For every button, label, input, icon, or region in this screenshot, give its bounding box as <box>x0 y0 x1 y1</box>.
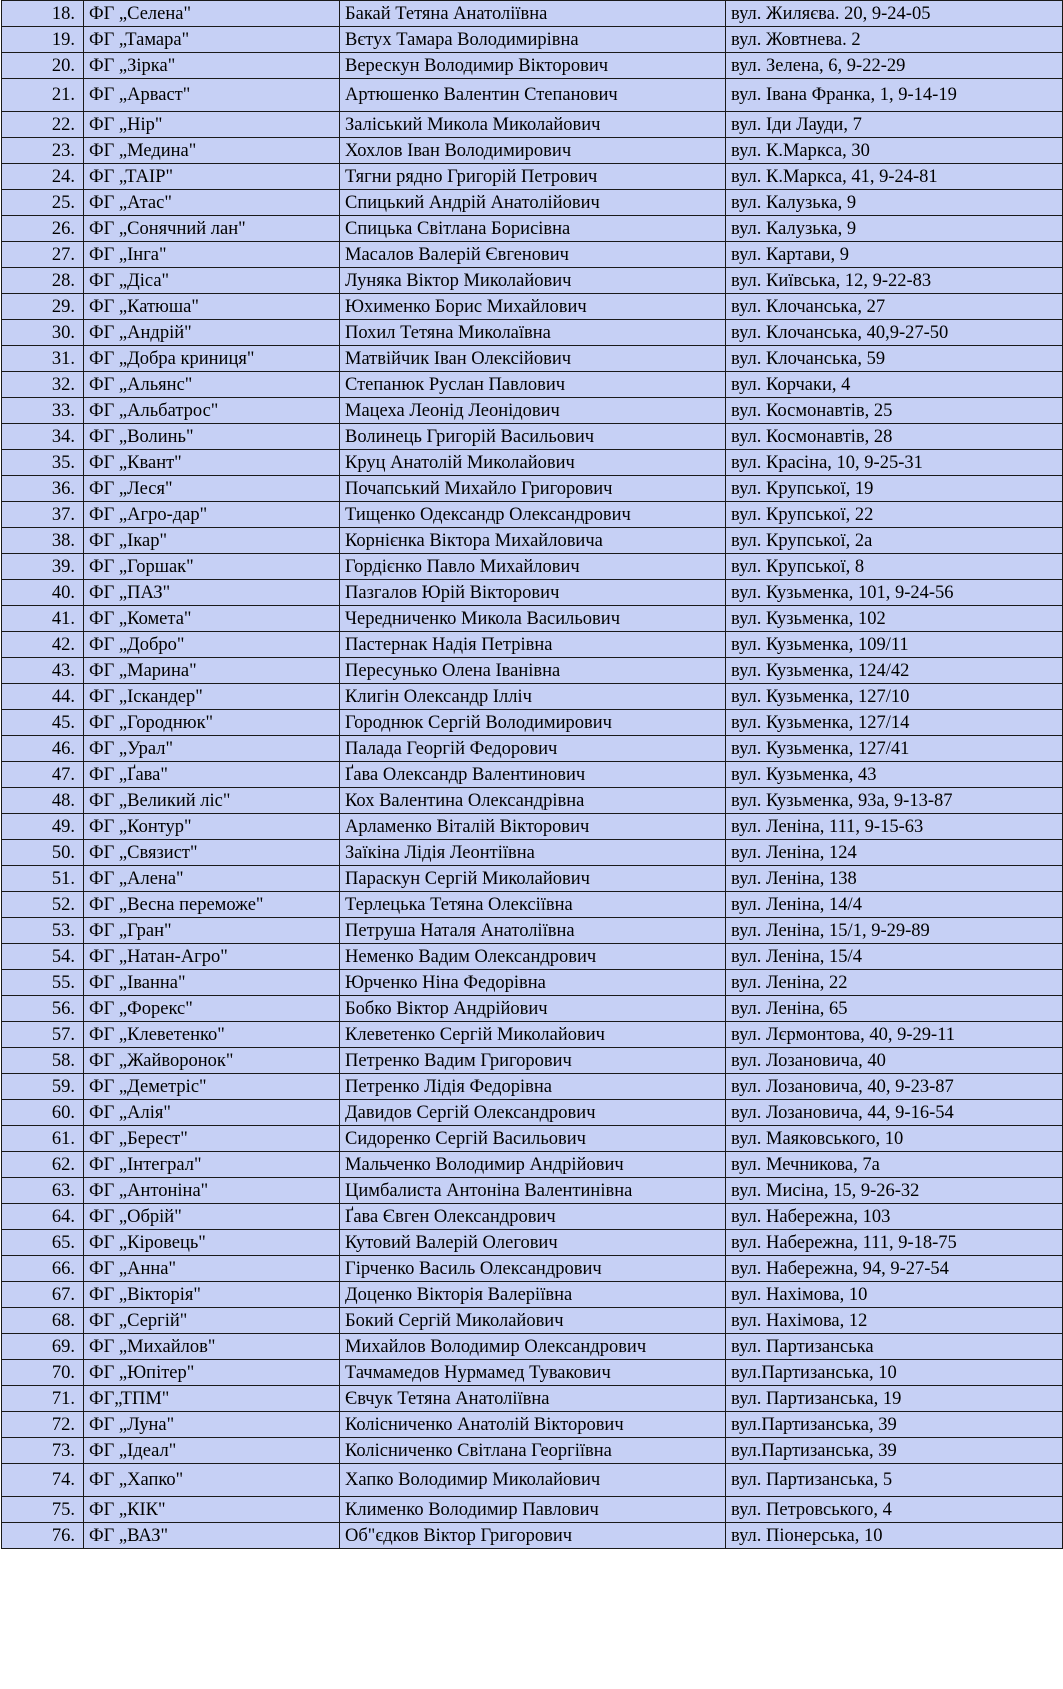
farm-head-name-cell: Бокий Сергій Миколайович <box>340 1308 726 1334</box>
row-number-cell: 73. <box>2 1438 84 1464</box>
table-row <box>2 944 1063 970</box>
address-cell: вул.Партизанська, 39 <box>726 1412 1063 1438</box>
table-row <box>2 918 1063 944</box>
address-cell: вул. К.Маркса, 30 <box>726 138 1063 164</box>
farm-head-name-cell: Мальченко Володимир Андрійович <box>340 1152 726 1178</box>
table-row <box>2 216 1063 242</box>
farm-name-cell: ФГ „Алена" <box>84 866 340 892</box>
farm-name-cell: ФГ „Діса" <box>84 268 340 294</box>
table-row <box>2 294 1063 320</box>
farm-head-name-cell: Круц Анатолій Миколайович <box>340 450 726 476</box>
row-number-cell: 56. <box>2 996 84 1022</box>
farm-name-cell: ФГ „Жайворонок" <box>84 1048 340 1074</box>
address-cell: вул. Картави, 9 <box>726 242 1063 268</box>
row-number-cell: 24. <box>2 164 84 190</box>
farm-head-name-cell: Тачмамедов Нурмамед Тувакович <box>340 1360 726 1386</box>
farm-name-cell: ФГ „Вікторія" <box>84 1282 340 1308</box>
farm-head-name-cell: Колісниченко Анатолій Вікторович <box>340 1412 726 1438</box>
row-number-cell: 62. <box>2 1152 84 1178</box>
farm-name-cell: ФГ „Форекс" <box>84 996 340 1022</box>
table-row <box>2 554 1063 580</box>
farm-name-cell: ФГ „Волинь" <box>84 424 340 450</box>
farm-name-cell: ФГ „Арваст" <box>84 79 340 112</box>
address-cell: вул. Красіна, 10, 9-25-31 <box>726 450 1063 476</box>
row-number-cell: 29. <box>2 294 84 320</box>
address-cell: вул. Кузьменка, 127/14 <box>726 710 1063 736</box>
address-cell: вул. Крупської, 8 <box>726 554 1063 580</box>
address-cell: вул. Клочанська, 59 <box>726 346 1063 372</box>
address-cell: вул. К.Маркса, 41, 9-24-81 <box>726 164 1063 190</box>
table-row <box>2 970 1063 996</box>
address-cell: вул. Петровського, 4 <box>726 1497 1063 1523</box>
farm-head-name-cell: Артюшенко Валентин Степанович <box>340 79 726 112</box>
row-number-cell: 25. <box>2 190 84 216</box>
row-number-cell: 53. <box>2 918 84 944</box>
farm-head-name-cell: Луняка Віктор Миколайович <box>340 268 726 294</box>
table-row <box>2 1048 1063 1074</box>
table-row <box>2 892 1063 918</box>
farm-name-cell: ФГ „Добра криниця" <box>84 346 340 372</box>
table-row <box>2 53 1063 79</box>
farm-name-cell: ФГ „Агро-дар" <box>84 502 340 528</box>
table-row <box>2 1360 1063 1386</box>
farm-name-cell: ФГ „Андрій" <box>84 320 340 346</box>
address-cell: вул. Леніна, 22 <box>726 970 1063 996</box>
row-number-cell: 75. <box>2 1497 84 1523</box>
table-row <box>2 424 1063 450</box>
row-number-cell: 33. <box>2 398 84 424</box>
farm-name-cell: ФГ„ТПМ" <box>84 1386 340 1412</box>
table-row <box>2 1464 1063 1497</box>
farm-head-name-cell: Заїкіна Лідія Леонтіївна <box>340 840 726 866</box>
address-cell: вул. Леніна, 15/1, 9-29-89 <box>726 918 1063 944</box>
farm-name-cell: ФГ „Обрій" <box>84 1204 340 1230</box>
address-cell: вул. Маяковського, 10 <box>726 1126 1063 1152</box>
farm-name-cell: ФГ „Зірка" <box>84 53 340 79</box>
row-number-cell: 69. <box>2 1334 84 1360</box>
address-cell: вул. Кузьменка, 102 <box>726 606 1063 632</box>
table-row <box>2 606 1063 632</box>
address-cell: вул. Лєрмонтова, 40, 9-29-11 <box>726 1022 1063 1048</box>
row-number-cell: 43. <box>2 658 84 684</box>
farm-head-name-cell: Верескун Володимир Вікторович <box>340 53 726 79</box>
farm-head-name-cell: Терлецька Тетяна Олексіївна <box>340 892 726 918</box>
address-cell: вул. Лозановича, 40 <box>726 1048 1063 1074</box>
address-cell: вул. Кузьменка, 127/41 <box>726 736 1063 762</box>
table-row <box>2 79 1063 112</box>
farm-name-cell: ФГ „Марина" <box>84 658 340 684</box>
table-row <box>2 528 1063 554</box>
farm-name-cell: ФГ „Ґава" <box>84 762 340 788</box>
farm-name-cell: ФГ „Великий ліс" <box>84 788 340 814</box>
row-number-cell: 19. <box>2 27 84 53</box>
farm-name-cell: ФГ „ТАІР" <box>84 164 340 190</box>
address-cell: вул. Лозановича, 44, 9-16-54 <box>726 1100 1063 1126</box>
farm-head-name-cell: Масалов Валерій Євгенович <box>340 242 726 268</box>
table-row <box>2 1022 1063 1048</box>
row-number-cell: 63. <box>2 1178 84 1204</box>
row-number-cell: 70. <box>2 1360 84 1386</box>
address-cell: вул. Калузька, 9 <box>726 190 1063 216</box>
farm-head-name-cell: Неменко Вадим Олександрович <box>340 944 726 970</box>
farm-name-cell: ФГ „Анна" <box>84 1256 340 1282</box>
table-row <box>2 112 1063 138</box>
farm-name-cell: ФГ „Гран" <box>84 918 340 944</box>
farm-name-cell: ФГ „Сергій" <box>84 1308 340 1334</box>
table-row <box>2 138 1063 164</box>
farm-name-cell: ФГ „Берест" <box>84 1126 340 1152</box>
farm-head-name-cell: Спицька Світлана Борисівна <box>340 216 726 242</box>
row-number-cell: 44. <box>2 684 84 710</box>
address-cell: вул. Набережна, 103 <box>726 1204 1063 1230</box>
farm-name-cell: ФГ „Ікар" <box>84 528 340 554</box>
address-cell: вул. Київська, 12, 9-22-83 <box>726 268 1063 294</box>
row-number-cell: 46. <box>2 736 84 762</box>
address-cell: вул. Корчаки, 4 <box>726 372 1063 398</box>
table-row <box>2 1152 1063 1178</box>
farm-head-name-cell: Юрченко Ніна Федорівна <box>340 970 726 996</box>
farm-name-cell: ФГ „Связист" <box>84 840 340 866</box>
farm-name-cell: ФГ „Комета" <box>84 606 340 632</box>
table-row <box>2 736 1063 762</box>
table-row <box>2 1386 1063 1412</box>
table-row <box>2 1126 1063 1152</box>
address-cell: вул. Леніна, 111, 9-15-63 <box>726 814 1063 840</box>
row-number-cell: 60. <box>2 1100 84 1126</box>
farm-head-name-cell: Клименко Володимир Павлович <box>340 1497 726 1523</box>
row-number-cell: 74. <box>2 1464 84 1497</box>
farm-name-cell: ФГ „Горшак" <box>84 554 340 580</box>
row-number-cell: 50. <box>2 840 84 866</box>
address-cell: вул. Леніна, 138 <box>726 866 1063 892</box>
address-cell: вул. Івана Франка, 1, 9-14-19 <box>726 79 1063 112</box>
row-number-cell: 59. <box>2 1074 84 1100</box>
table-row <box>2 788 1063 814</box>
address-cell: вул. Партизанська, 5 <box>726 1464 1063 1497</box>
row-number-cell: 21. <box>2 79 84 112</box>
table-row <box>2 866 1063 892</box>
address-cell: вул. Мисіна, 15, 9-26-32 <box>726 1178 1063 1204</box>
address-cell: вул. Кузьменка, 43 <box>726 762 1063 788</box>
address-cell: вул. Іди Лауди, 7 <box>726 112 1063 138</box>
table-row <box>2 27 1063 53</box>
table-row <box>2 840 1063 866</box>
row-number-cell: 71. <box>2 1386 84 1412</box>
farm-name-cell: ФГ „Тамара" <box>84 27 340 53</box>
farm-name-cell: ФГ „Михайлов" <box>84 1334 340 1360</box>
farm-name-cell: ФГ „Урал" <box>84 736 340 762</box>
farm-head-name-cell: Пересунько Олена Іванівна <box>340 658 726 684</box>
address-cell: вул. Леніна, 124 <box>726 840 1063 866</box>
table-row <box>2 762 1063 788</box>
row-number-cell: 49. <box>2 814 84 840</box>
farm-head-name-cell: Вєтух Тамара Володимирівна <box>340 27 726 53</box>
farm-head-name-cell: Об"єдков Віктор Григорович <box>340 1523 726 1549</box>
table-row <box>2 1204 1063 1230</box>
address-cell: вул. Кузьменка, 101, 9-24-56 <box>726 580 1063 606</box>
table-row <box>2 346 1063 372</box>
row-number-cell: 61. <box>2 1126 84 1152</box>
row-number-cell: 30. <box>2 320 84 346</box>
farm-head-name-cell: Матвійчик Іван Олексійович <box>340 346 726 372</box>
table-row <box>2 632 1063 658</box>
address-cell: вул. Космонавтів, 28 <box>726 424 1063 450</box>
address-cell: вул. Лозановича, 40, 9-23-87 <box>726 1074 1063 1100</box>
farm-head-name-cell: Арламенко Віталій Вікторович <box>340 814 726 840</box>
row-number-cell: 52. <box>2 892 84 918</box>
address-cell: вул. Космонавтів, 25 <box>726 398 1063 424</box>
row-number-cell: 31. <box>2 346 84 372</box>
row-number-cell: 42. <box>2 632 84 658</box>
farm-head-name-cell: Почапський Михайло Григорович <box>340 476 726 502</box>
table-row <box>2 1334 1063 1360</box>
address-cell: вул. Кузьменка, 127/10 <box>726 684 1063 710</box>
table-row <box>2 1497 1063 1523</box>
address-cell: вул. Нахімова, 12 <box>726 1308 1063 1334</box>
farm-head-name-cell: Хапко Володимир Миколайович <box>340 1464 726 1497</box>
table-row <box>2 1523 1063 1549</box>
farm-name-cell: ФГ „Алія" <box>84 1100 340 1126</box>
row-number-cell: 65. <box>2 1230 84 1256</box>
farm-name-cell: ФГ „Інтеграл" <box>84 1152 340 1178</box>
farm-name-cell: ФГ „Селена" <box>84 1 340 27</box>
farm-name-cell: ФГ „Атас" <box>84 190 340 216</box>
address-cell: вул. Кузьменка, 124/42 <box>726 658 1063 684</box>
row-number-cell: 41. <box>2 606 84 632</box>
table-row <box>2 1412 1063 1438</box>
row-number-cell: 40. <box>2 580 84 606</box>
row-number-cell: 57. <box>2 1022 84 1048</box>
farm-name-cell: ФГ „ПАЗ" <box>84 580 340 606</box>
table-row <box>2 1308 1063 1334</box>
row-number-cell: 66. <box>2 1256 84 1282</box>
row-number-cell: 34. <box>2 424 84 450</box>
farm-head-name-cell: Похил Тетяна Миколаївна <box>340 320 726 346</box>
row-number-cell: 76. <box>2 1523 84 1549</box>
table-row <box>2 1282 1063 1308</box>
row-number-cell: 32. <box>2 372 84 398</box>
row-number-cell: 26. <box>2 216 84 242</box>
table-row <box>2 190 1063 216</box>
table-row <box>2 502 1063 528</box>
table-row <box>2 814 1063 840</box>
table-row <box>2 684 1063 710</box>
farm-head-name-cell: Параскун Сергій Миколайович <box>340 866 726 892</box>
farm-head-name-cell: Михайлов Володимир Олександрович <box>340 1334 726 1360</box>
farm-head-name-cell: Петренко Вадим Григорович <box>340 1048 726 1074</box>
farm-name-cell: ФГ „Хапко" <box>84 1464 340 1497</box>
farm-name-cell: ФГ „КІК" <box>84 1497 340 1523</box>
farm-name-cell: ФГ „Натан-Агро" <box>84 944 340 970</box>
farm-head-name-cell: Городнюк Сергій Володимирович <box>340 710 726 736</box>
farm-name-cell: ФГ „Медина" <box>84 138 340 164</box>
farm-name-cell: ФГ „Іскандер" <box>84 684 340 710</box>
row-number-cell: 54. <box>2 944 84 970</box>
farm-name-cell: ФГ „Луна" <box>84 1412 340 1438</box>
table-row <box>2 450 1063 476</box>
farm-name-cell: ФГ „Альбатрос" <box>84 398 340 424</box>
farm-head-name-cell: Степанюк Руслан Павлович <box>340 372 726 398</box>
farm-head-name-cell: Цимбалиста Антоніна Валентинівна <box>340 1178 726 1204</box>
farm-head-name-cell: Волинець Григорій Васильович <box>340 424 726 450</box>
address-cell: вул. Леніна, 65 <box>726 996 1063 1022</box>
farm-name-cell: ФГ „Інга" <box>84 242 340 268</box>
farm-name-cell: ФГ „Іванна" <box>84 970 340 996</box>
table-row <box>2 996 1063 1022</box>
farm-name-cell: ФГ „Юпітер" <box>84 1360 340 1386</box>
farm-head-name-cell: Петруша Наталя Анатоліївна <box>340 918 726 944</box>
row-number-cell: 38. <box>2 528 84 554</box>
farm-head-name-cell: Гордієнко Павло Михайлович <box>340 554 726 580</box>
farm-name-cell: ФГ „Городнюк" <box>84 710 340 736</box>
row-number-cell: 51. <box>2 866 84 892</box>
table-row <box>2 268 1063 294</box>
farm-name-cell: ФГ „Кіровець" <box>84 1230 340 1256</box>
row-number-cell: 27. <box>2 242 84 268</box>
address-cell: вул. Жовтнева. 2 <box>726 27 1063 53</box>
table-row <box>2 1100 1063 1126</box>
farm-head-name-cell: Ґава Олександр Валентинович <box>340 762 726 788</box>
farm-name-cell: ФГ „Ідеал" <box>84 1438 340 1464</box>
address-cell: вул. Кузьменка, 93а, 9-13-87 <box>726 788 1063 814</box>
row-number-cell: 48. <box>2 788 84 814</box>
row-number-cell: 39. <box>2 554 84 580</box>
address-cell: вул. Леніна, 15/4 <box>726 944 1063 970</box>
farm-head-name-cell: Давидов Сергій Олександрович <box>340 1100 726 1126</box>
farm-head-name-cell: Тягни рядно Григорій Петрович <box>340 164 726 190</box>
farm-head-name-cell: Петренко Лідія Федорівна <box>340 1074 726 1100</box>
table-row <box>2 658 1063 684</box>
farm-name-cell: ФГ „Клеветенко" <box>84 1022 340 1048</box>
farm-table-body <box>2 1 1063 1549</box>
farm-head-name-cell: Кутовий Валерій Олегович <box>340 1230 726 1256</box>
address-cell: вул. Клочанська, 40,9-27-50 <box>726 320 1063 346</box>
row-number-cell: 72. <box>2 1412 84 1438</box>
farm-head-name-cell: Клигін Олександр Ілліч <box>340 684 726 710</box>
farm-name-cell: ФГ „Добро" <box>84 632 340 658</box>
address-cell: вул. Партизанська, 19 <box>726 1386 1063 1412</box>
address-cell: вул. Мечникова, 7а <box>726 1152 1063 1178</box>
address-cell: вул. Калузька, 9 <box>726 216 1063 242</box>
farm-head-name-cell: Кох Валентина Олександрівна <box>340 788 726 814</box>
farm-head-name-cell: Колісниченко Світлана Георгіївна <box>340 1438 726 1464</box>
farm-head-name-cell: Спицький Андрій Анатолійович <box>340 190 726 216</box>
address-cell: вул. Набережна, 111, 9-18-75 <box>726 1230 1063 1256</box>
farm-head-name-cell: Заліський Микола Миколайович <box>340 112 726 138</box>
row-number-cell: 67. <box>2 1282 84 1308</box>
address-cell: вул.Партизанська, 10 <box>726 1360 1063 1386</box>
row-number-cell: 64. <box>2 1204 84 1230</box>
table-row <box>2 1438 1063 1464</box>
table-row <box>2 242 1063 268</box>
address-cell: вул. Жиляєва. 20, 9-24-05 <box>726 1 1063 27</box>
table-row <box>2 320 1063 346</box>
address-cell: вул. Піонерська, 10 <box>726 1523 1063 1549</box>
farm-head-name-cell: Бобко Віктор Андрійович <box>340 996 726 1022</box>
farm-head-name-cell: Палада Георгій Федорович <box>340 736 726 762</box>
farm-name-cell: ФГ „Контур" <box>84 814 340 840</box>
address-cell: вул. Набережна, 94, 9-27-54 <box>726 1256 1063 1282</box>
farm-head-name-cell: Сидоренко Сергій Васильович <box>340 1126 726 1152</box>
table-row <box>2 164 1063 190</box>
table-row <box>2 476 1063 502</box>
farm-head-name-cell: Бакай Тетяна Анатоліївна <box>340 1 726 27</box>
farm-name-cell: ФГ „Деметріс" <box>84 1074 340 1100</box>
row-number-cell: 20. <box>2 53 84 79</box>
table-row <box>2 710 1063 736</box>
farm-head-name-cell: Хохлов Іван Володимирович <box>340 138 726 164</box>
farm-head-name-cell: Тищенко Одександр Олександрович <box>340 502 726 528</box>
farm-head-name-cell: Доценко Вікторія Валеріївна <box>340 1282 726 1308</box>
table-row <box>2 1 1063 27</box>
farm-name-cell: ФГ „Альянс" <box>84 372 340 398</box>
row-number-cell: 55. <box>2 970 84 996</box>
farm-name-cell: ФГ „Катюша" <box>84 294 340 320</box>
row-number-cell: 36. <box>2 476 84 502</box>
row-number-cell: 35. <box>2 450 84 476</box>
farm-name-cell: ФГ „Квант" <box>84 450 340 476</box>
farm-head-name-cell: Корнієнка Віктора Михайловича <box>340 528 726 554</box>
address-cell: вул. Клочанська, 27 <box>726 294 1063 320</box>
farm-name-cell: ФГ „Леся" <box>84 476 340 502</box>
address-cell: вул. Кузьменка, 109/11 <box>726 632 1063 658</box>
table-row <box>2 580 1063 606</box>
address-cell: вул. Крупської, 2а <box>726 528 1063 554</box>
row-number-cell: 68. <box>2 1308 84 1334</box>
table-row <box>2 1230 1063 1256</box>
row-number-cell: 28. <box>2 268 84 294</box>
address-cell: вул. Леніна, 14/4 <box>726 892 1063 918</box>
table-row <box>2 398 1063 424</box>
row-number-cell: 45. <box>2 710 84 736</box>
address-cell: вул.Партизанська, 39 <box>726 1438 1063 1464</box>
address-cell: вул. Зелена, 6, 9-22-29 <box>726 53 1063 79</box>
address-cell: вул. Партизанська <box>726 1334 1063 1360</box>
address-cell: вул. Крупської, 22 <box>726 502 1063 528</box>
farm-registry-table <box>1 0 1063 1549</box>
farm-head-name-cell: Євчук Тетяна Анатоліївна <box>340 1386 726 1412</box>
address-cell: вул. Крупської, 19 <box>726 476 1063 502</box>
table-row <box>2 1256 1063 1282</box>
table-row <box>2 1074 1063 1100</box>
table-row <box>2 1178 1063 1204</box>
table-row <box>2 372 1063 398</box>
farm-head-name-cell: Ґава Євген Олександрович <box>340 1204 726 1230</box>
farm-head-name-cell: Пастернак Надія Петрівна <box>340 632 726 658</box>
row-number-cell: 18. <box>2 1 84 27</box>
farm-head-name-cell: Гірченко Василь Олександрович <box>340 1256 726 1282</box>
row-number-cell: 22. <box>2 112 84 138</box>
farm-name-cell: ФГ „Сонячний лан" <box>84 216 340 242</box>
farm-name-cell: ФГ „ВАЗ" <box>84 1523 340 1549</box>
row-number-cell: 47. <box>2 762 84 788</box>
farm-name-cell: ФГ „Весна переможе" <box>84 892 340 918</box>
address-cell: вул. Нахімова, 10 <box>726 1282 1063 1308</box>
farm-head-name-cell: Юхименко Борис Михайлович <box>340 294 726 320</box>
row-number-cell: 58. <box>2 1048 84 1074</box>
farm-head-name-cell: Чередниченко Микола Васильович <box>340 606 726 632</box>
farm-head-name-cell: Клеветенко Сергій Миколайович <box>340 1022 726 1048</box>
farm-name-cell: ФГ „Антоніна" <box>84 1178 340 1204</box>
row-number-cell: 37. <box>2 502 84 528</box>
farm-name-cell: ФГ „Нір" <box>84 112 340 138</box>
row-number-cell: 23. <box>2 138 84 164</box>
farm-head-name-cell: Мацеха Леонід Леонідович <box>340 398 726 424</box>
farm-head-name-cell: Пазгалов Юрій Вікторович <box>340 580 726 606</box>
